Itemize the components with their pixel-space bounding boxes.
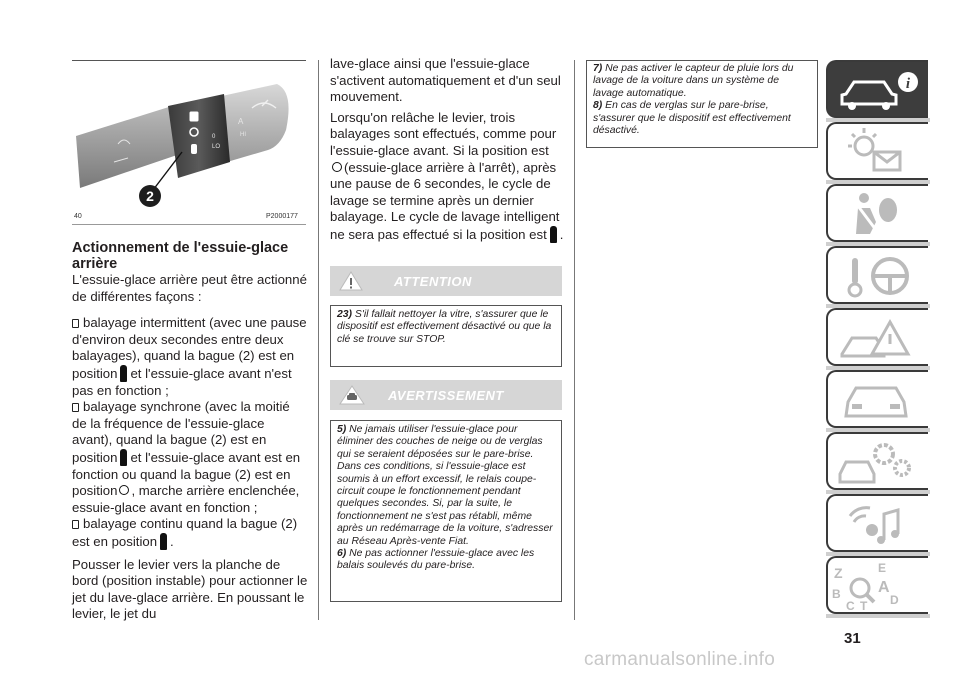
attention-header <box>330 266 562 296</box>
bullet-synchronous <box>72 399 308 516</box>
warning-triangle-icon <box>828 310 928 366</box>
light-envelope-icon <box>828 124 928 180</box>
bullet-square-icon <box>72 403 79 412</box>
stalk-mark-a: A <box>238 117 244 126</box>
wiper-stalk-figure <box>72 66 306 211</box>
avertissement-text-6: Ne pas actionner l'essuie-glace avec les balais soulevés du pare-brise. <box>337 548 535 572</box>
multimedia-icon <box>828 496 928 552</box>
figure-rule <box>72 224 306 225</box>
index-letter: E <box>878 561 887 575</box>
bullet-text: balayage synchrone (avec la moitié de la fréquence de l'essuie-glace avant), quand la bague (2) est en position <box>72 399 290 465</box>
attention-box <box>330 305 562 367</box>
avertissement-header <box>330 380 562 410</box>
note-number: 7) <box>593 63 603 74</box>
notes-box <box>586 60 818 148</box>
washer-paragraph: Pousser le levier vers la planche de bord (position instable) pour actionner le jet du lave-glace arrière. En poussant le levier, le jet du <box>72 556 308 622</box>
tab-index[interactable] <box>826 556 928 614</box>
position-filled-icon <box>550 226 557 243</box>
tab-lights-messages[interactable] <box>826 122 928 180</box>
continuation-paragraph: lave-glace ainsi que l'essuie-glace s'activent automatiquement et d'un seul mouvement. <box>330 56 561 105</box>
index-letter: T <box>860 599 868 613</box>
paragraph-text: . <box>559 226 564 242</box>
tab-separator <box>826 614 930 618</box>
index-letter: A <box>878 579 890 596</box>
bullet-square-icon <box>72 520 79 529</box>
stalk-mark-hi: HI <box>240 132 246 138</box>
paragraph-text: Lorsqu'on relâche le levier, trois balayages sont effectués, comme pour l'essuie-glace avant. Si la position est <box>330 109 557 158</box>
bullet-text: et l'essuie-glace avant est en fonction ou quand la bague (2) est en position <box>72 449 301 499</box>
index-letter: Z <box>834 565 843 581</box>
column-divider <box>574 60 575 620</box>
position-off-ring-icon <box>332 162 342 172</box>
index-letters-icon <box>828 558 928 614</box>
bullet-text: , marche arrière enclenchée, essuie-glace avant en fonction ; <box>72 483 300 515</box>
note-number: 5) <box>337 424 347 435</box>
page-number: 31 <box>844 630 861 647</box>
watermark: carmanualsonline.info <box>584 649 776 670</box>
figure-number: 40 <box>74 213 82 220</box>
top-rule-col1 <box>72 60 306 61</box>
figure-code: P2000177 <box>266 213 298 220</box>
tab-maintenance[interactable] <box>826 370 928 428</box>
car-caution-icon <box>338 384 366 406</box>
column-divider <box>318 60 319 620</box>
section-heading: Actionnement de l'essuie-glace arrière <box>72 240 289 272</box>
bullet-text: et l'essuie-glace avant n'est pas en fonction ; <box>72 365 292 398</box>
avertissement-text-5: Ne jamais utiliser l'essuie-glace pour éliminer des couches de neige ou de verglas qui se seraient déposées sur le pare-brise. Dans ces conditions, si l'essuie-glace est soumis à un effort excessif, le relais coupe-circuit coupe le fonctionnement pendant quelques secondes. Si, par la suite, le fonctionnement ne s'est pas rétabli, même après un redémarrage de la voiture, s'adresser au Réseau Après-vente Fiat. <box>337 424 553 547</box>
note-number: 6) <box>337 548 347 560</box>
note-text-7: Ne pas activer le capteur de pluie lors du lavage de la voiture dans un système de lavage automatique. <box>593 63 794 99</box>
svg-text:i: i <box>905 76 911 92</box>
position-filled-icon <box>120 449 127 466</box>
index-letter: D <box>890 593 899 607</box>
callout-2-label: 2 <box>146 188 154 204</box>
column-1-text <box>72 272 308 623</box>
tab-starting-driving[interactable] <box>826 246 928 304</box>
wiper-stalk-illustration <box>72 66 306 211</box>
note-number: 8) <box>593 100 603 112</box>
tab-technical-data[interactable] <box>826 432 928 490</box>
intro-paragraph: L'essuie-glace arrière peut être actionné de différentes façons : <box>72 272 307 304</box>
bullet-square-icon <box>72 319 79 328</box>
car-front-icon <box>828 372 928 428</box>
tab-car-info[interactable] <box>826 60 928 118</box>
stalk-mark-0: 0 <box>212 134 216 140</box>
index-letter: B <box>832 587 841 601</box>
attention-title: ATTENTION <box>394 274 472 289</box>
position-filled-icon <box>120 365 127 382</box>
bullet-text: balayage continu quand la bague (2) est en position <box>72 516 298 549</box>
bullet-continuous <box>72 516 308 550</box>
tab-multimedia[interactable] <box>826 494 928 552</box>
note-number: 23) <box>337 309 353 320</box>
attention-text: S'il fallait nettoyer la vitre, s'assurer que le dispositif est effectivement désactivé ou que la clé se trouve sur STOP. <box>337 309 552 345</box>
position-off-ring-icon <box>119 485 129 495</box>
note-text-8: En cas de verglas sur le pare-brise, s'assurer que le dispositif est effectivement désactivé. <box>593 100 791 137</box>
tab-safety[interactable] <box>826 184 928 242</box>
paragraph-text: (essuie-glace arrière à l'arrêt), après une pause de 6 secondes, le cycle de lavage se termine après un dernier balayage. Le cycle de lavage intelligent ne sera pas effectué si la position est <box>330 159 560 242</box>
index-letter: C <box>846 599 855 613</box>
stalk-mark-lo: LO <box>212 144 221 150</box>
bullet-text: . <box>170 533 174 549</box>
wash-cycle-paragraph <box>330 110 566 244</box>
position-filled-icon <box>160 533 167 550</box>
bullet-text: balayage intermittent (avec une pause d'environ deux secondes entre deux balayages), quand la bague (2) est en position <box>72 315 307 381</box>
warning-triangle-icon <box>338 270 364 292</box>
car-gears-icon <box>828 434 928 490</box>
car-info-icon <box>828 62 928 118</box>
avertissement-box <box>330 420 562 602</box>
column-2-text <box>330 56 566 244</box>
bullet-intermittent <box>72 315 308 399</box>
tab-emergency[interactable] <box>826 308 928 366</box>
avertissement-title: AVERTISSEMENT <box>388 388 504 403</box>
key-steering-wheel-icon <box>828 248 928 304</box>
seatbelt-airbag-icon <box>828 186 928 242</box>
